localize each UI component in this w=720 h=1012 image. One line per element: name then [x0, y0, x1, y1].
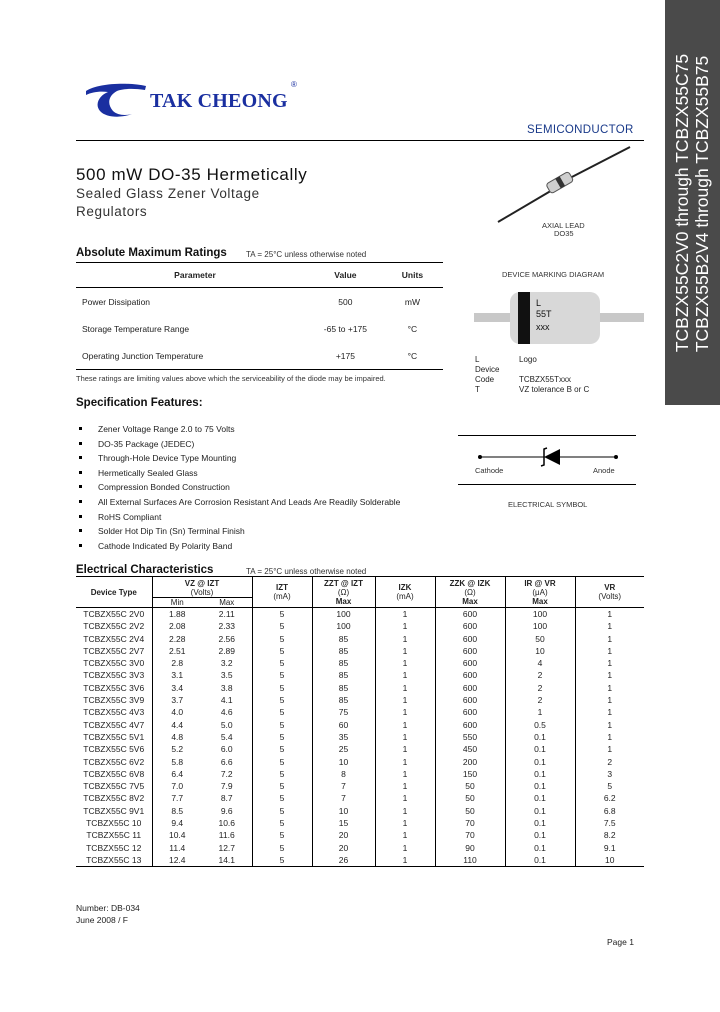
table-cell: 4.4 — [152, 719, 202, 731]
table-row — [76, 620, 644, 632]
table-cell: 10.4 — [152, 829, 202, 841]
table-cell: 5 — [252, 829, 312, 841]
table-row: Operating Junction Temperature +175 °C — [76, 342, 443, 370]
table-cell: 1 — [375, 743, 435, 755]
table-cell: 90 — [435, 842, 505, 854]
table-cell: 0.1 — [505, 780, 575, 792]
page-subtitle-1: Sealed Glass Zener Voltage — [76, 186, 260, 201]
document-number: Number: DB-034 — [76, 903, 140, 913]
list-item: Cathode Indicated By Polarity Band — [77, 539, 400, 554]
marking-diagram-title: DEVICE MARKING DIAGRAM — [502, 270, 605, 279]
table-row — [76, 768, 644, 780]
table-cell: 1 — [375, 829, 435, 841]
table-row — [76, 657, 644, 669]
table-cell: 75 — [312, 706, 375, 718]
table-cell: 5 — [252, 706, 312, 718]
table-cell: 1 — [575, 669, 644, 681]
table-cell: TCBZX55C 10 — [86, 818, 142, 829]
table-cell: 10 — [575, 854, 644, 867]
table-cell: 8.7 — [220, 793, 233, 804]
list-item: Compression Bonded Construction — [77, 480, 400, 495]
table-cell: 11.6 — [218, 830, 235, 841]
table-cell: 2 — [505, 682, 575, 694]
table-cell: 1 — [575, 719, 644, 731]
table-row — [76, 694, 644, 706]
col-zzk: ZZK @ IZK (Ω) Max — [435, 577, 505, 608]
table-cell: 600 — [435, 645, 505, 657]
table-cell: 600 — [435, 706, 505, 718]
table-cell: TCBZX55C 13 — [76, 854, 152, 867]
table-cell: 10 — [505, 645, 575, 657]
table-cell: 1 — [375, 620, 435, 632]
ec-heading: Electrical Characteristics — [76, 564, 214, 576]
table-cell: 26 — [312, 854, 375, 867]
table-cell: TCBZX55C 11 — [86, 830, 142, 841]
col-izt: IZT (mA) — [252, 577, 312, 608]
table-row — [76, 805, 644, 817]
table-row — [76, 817, 644, 829]
table-cell: 1 — [575, 706, 644, 718]
table-cell: 1 — [375, 633, 435, 645]
table-row — [76, 731, 644, 743]
table-row: Storage Temperature Range -65 to +175 °C — [82, 323, 418, 334]
header-rule — [76, 140, 644, 141]
table-cell: 7.9 — [220, 781, 233, 792]
table-cell: 3.2 — [220, 658, 233, 669]
marking-line-logo: L — [536, 298, 542, 308]
table-cell: 5 — [252, 805, 312, 817]
document-date: June 2008 / F — [76, 915, 128, 925]
table-cell: TCBZX55C 4V7 — [83, 719, 145, 730]
table-cell: 5 — [252, 645, 312, 657]
col-value: Value — [309, 263, 382, 288]
table-cell: 10 — [312, 805, 375, 817]
table-cell: 10.6 — [218, 818, 236, 829]
table-cell: 3.7 — [152, 694, 202, 706]
table-cell: 1 — [375, 682, 435, 694]
table-row — [76, 669, 644, 681]
division-label: SEMICONDUCTOR — [527, 124, 634, 136]
registered-mark: ® — [291, 80, 297, 89]
table-cell: 2 — [505, 694, 575, 706]
table-cell: 5 — [252, 842, 312, 854]
part-range-c: TCBZX55C2V0 through TCBZX55C75 — [672, 53, 692, 353]
table-cell: 2.28 — [152, 633, 202, 645]
table-cell: 2 — [505, 669, 575, 681]
table-cell: 6.8 — [575, 805, 644, 817]
table-cell: 5 — [575, 780, 644, 792]
table-cell: 450 — [435, 743, 505, 755]
table-row — [76, 792, 644, 804]
company-logo — [84, 82, 148, 118]
table-cell: 8.2 — [575, 829, 644, 841]
table-row — [76, 854, 644, 867]
marking-line-xxx: xxx — [536, 322, 550, 332]
table-row — [76, 842, 644, 854]
table-cell: 2.89 — [218, 645, 236, 656]
table-cell: 5 — [252, 719, 312, 731]
col-device-type: Device Type — [76, 577, 152, 608]
table-cell: 1 — [575, 633, 644, 645]
table-cell: 1 — [375, 731, 435, 743]
amr-note: These ratings are limiting values above which the serviceability of the diode may be impaired. — [76, 374, 386, 383]
table-cell: 5 — [252, 608, 312, 621]
table-cell: 5 — [252, 817, 312, 829]
table-cell: 5.8 — [152, 756, 202, 768]
table-cell: 2.56 — [218, 633, 236, 644]
table-row — [76, 719, 644, 731]
table-cell: TCBZX55C 12 — [86, 842, 142, 853]
table-cell: 11.4 — [152, 842, 202, 854]
list-item: RoHS Compliant — [77, 510, 400, 525]
table-cell: 1 — [375, 706, 435, 718]
table-cell: 50 — [435, 792, 505, 804]
list-item: All External Surfaces Are Corrosion Resistant And Leads Are Readily Solderable — [77, 495, 400, 510]
table-cell: 5.0 — [220, 719, 233, 730]
table-cell: 0.1 — [505, 842, 575, 854]
table-cell: 1 — [575, 682, 644, 694]
table-cell: 5 — [252, 731, 312, 743]
symbol-caption: ELECTRICAL SYMBOL — [508, 500, 588, 509]
table-cell: 600 — [435, 669, 505, 681]
table-cell: 9.4 — [152, 817, 202, 829]
table-cell: TCBZX55C 6V8 — [83, 768, 145, 779]
table-cell: 2.33 — [218, 621, 236, 632]
table-cell: TCBZX55C 3V3 — [83, 670, 145, 681]
absolute-max-table — [76, 262, 443, 370]
table-cell: 150 — [435, 768, 505, 780]
table-cell: 5 — [252, 682, 312, 694]
table-cell: 600 — [435, 620, 505, 632]
legend-row: L Logo — [475, 355, 537, 364]
table-cell: TCBZX55C 7V5 — [83, 781, 145, 792]
table-cell: 5 — [252, 620, 312, 632]
brand-name: TAK CHEONG — [150, 90, 288, 112]
table-cell: 0.1 — [505, 854, 575, 867]
table-cell: 1 — [375, 768, 435, 780]
table-cell: 6.0 — [220, 744, 233, 755]
table-cell: 0.1 — [505, 792, 575, 804]
table-cell: 4.6 — [220, 707, 233, 718]
table-cell: 5 — [252, 743, 312, 755]
table-cell: 1 — [375, 608, 435, 621]
table-cell: 12.7 — [218, 842, 236, 853]
table-cell: TCBZX55C 2V4 — [83, 633, 145, 644]
marking-diagram-body — [474, 290, 644, 346]
table-row — [76, 633, 644, 645]
table-cell: 600 — [435, 682, 505, 694]
table-cell: TCBZX55C 3V9 — [83, 695, 145, 706]
table-cell: 1 — [575, 657, 644, 669]
col-vz-max: Max — [202, 598, 252, 608]
table-cell: 2.51 — [152, 645, 202, 657]
table-cell: 12.4 — [152, 854, 202, 867]
table-cell: 5 — [252, 756, 312, 768]
table-cell: 4 — [505, 657, 575, 669]
table-cell: TCBZX55C 5V1 — [83, 731, 145, 742]
table-cell: 1 — [505, 706, 575, 718]
table-cell: 0.1 — [505, 756, 575, 768]
marking-legend — [475, 355, 589, 395]
table-cell: 9.1 — [575, 842, 644, 854]
col-ir: IR @ VR (μA) Max — [505, 577, 575, 608]
table-cell: 9.6 — [220, 805, 233, 816]
table-cell: 1 — [375, 792, 435, 804]
amr-condition: TA = 25°C unless otherwise noted — [246, 250, 367, 259]
table-cell: 7.0 — [152, 780, 202, 792]
table-cell: 7.2 — [220, 768, 233, 779]
col-vz-min: Min — [152, 598, 202, 608]
table-cell: TCBZX55C 2V7 — [83, 645, 145, 656]
table-cell: 0.1 — [505, 768, 575, 780]
part-range-sidebar — [665, 0, 720, 405]
col-vz: VZ @ IZT (Volts) — [152, 577, 252, 598]
table-cell: 1 — [575, 743, 644, 755]
package-caption-1: AXIAL LEAD — [542, 221, 585, 230]
table-cell: 8 — [312, 768, 375, 780]
table-row — [76, 682, 644, 694]
table-cell: 5 — [252, 669, 312, 681]
table-cell: 85 — [312, 694, 375, 706]
table-cell: 5 — [252, 657, 312, 669]
table-cell: 0.1 — [505, 817, 575, 829]
table-cell: 1 — [375, 719, 435, 731]
table-cell: 1 — [575, 608, 644, 621]
table-cell: 1 — [375, 756, 435, 768]
table-cell: 600 — [435, 608, 505, 621]
table-cell: 1 — [375, 669, 435, 681]
table-cell: 0.1 — [505, 829, 575, 841]
table-cell: 3.4 — [152, 682, 202, 694]
table-cell: 1 — [375, 694, 435, 706]
table-cell: 100 — [505, 620, 575, 632]
col-parameter: Parameter — [76, 263, 309, 288]
table-cell: 85 — [312, 633, 375, 645]
table-row — [76, 645, 644, 657]
table-cell: 600 — [435, 694, 505, 706]
table-cell: 5 — [252, 633, 312, 645]
zener-diode-symbol — [478, 446, 618, 468]
table-cell: 1 — [375, 805, 435, 817]
table-cell: 70 — [435, 829, 505, 841]
table-cell: 3.5 — [220, 670, 233, 681]
part-range-b: TCBZX55B2V4 through TCBZX55B75 — [692, 55, 712, 353]
table-cell: 25 — [312, 743, 375, 755]
table-row — [76, 756, 644, 768]
table-cell: 4.0 — [152, 706, 202, 718]
table-cell: 600 — [435, 633, 505, 645]
table-cell: 1 — [375, 854, 435, 867]
table-cell: 5 — [252, 780, 312, 792]
table-cell: 60 — [312, 719, 375, 731]
table-cell: 2.08 — [152, 620, 202, 632]
table-row — [76, 829, 644, 841]
table-cell: TCBZX55C 3V0 — [83, 658, 145, 669]
page-number: Page 1 — [607, 937, 634, 947]
table-cell: TCBZX55C 3V6 — [83, 682, 145, 693]
table-cell: 3.8 — [220, 682, 233, 693]
symbol-bottom-rule — [458, 484, 636, 485]
table-cell: 0.1 — [505, 731, 575, 743]
table-cell: 6.4 — [152, 768, 202, 780]
list-item: Hermetically Sealed Glass — [77, 466, 400, 481]
table-cell: 100 — [312, 620, 375, 632]
electrical-characteristics-table — [76, 576, 644, 867]
legend-row: Device Code TCBZX55Txxx — [475, 365, 572, 384]
table-cell: TCBZX55C 5V6 — [83, 744, 145, 755]
table-cell: 8.5 — [152, 805, 202, 817]
axial-lead-package-image — [494, 143, 634, 225]
table-cell: 7 — [312, 792, 375, 804]
marking-line-code: 55T — [536, 309, 552, 319]
col-vr: VR (Volts) — [575, 577, 644, 608]
table-cell: 5 — [252, 694, 312, 706]
page-subtitle-2: Regulators — [76, 204, 148, 219]
table-cell: 15 — [312, 817, 375, 829]
table-cell: 1 — [375, 657, 435, 669]
table-cell: 1 — [375, 645, 435, 657]
anode-label: Anode — [593, 466, 615, 475]
table-cell: 7 — [312, 780, 375, 792]
table-cell: 85 — [312, 682, 375, 694]
table-row — [76, 608, 644, 621]
table-cell: 0.1 — [505, 805, 575, 817]
table-cell: 1 — [575, 645, 644, 657]
table-cell: TCBZX55C 2V2 — [83, 621, 145, 632]
table-cell: 10 — [312, 756, 375, 768]
table-cell: 0.5 — [505, 719, 575, 731]
cathode-label: Cathode — [475, 466, 504, 475]
table-cell: 5 — [252, 768, 312, 780]
table-row — [76, 706, 644, 718]
table-cell: 110 — [435, 854, 505, 867]
table-cell: 600 — [435, 719, 505, 731]
table-cell: 50 — [435, 780, 505, 792]
list-item: Through-Hole Device Type Mounting — [77, 451, 400, 466]
table-cell: 550 — [435, 731, 505, 743]
table-cell: 50 — [435, 805, 505, 817]
table-cell: TCBZX55C 4V3 — [83, 707, 145, 718]
col-izk: IZK (mA) — [375, 577, 435, 608]
table-row — [76, 780, 644, 792]
table-cell: 600 — [435, 657, 505, 669]
table-cell: 100 — [312, 608, 375, 621]
table-cell: 5 — [252, 792, 312, 804]
table-cell: 5 — [252, 854, 312, 867]
table-cell: 14.1 — [202, 854, 252, 867]
table-cell: 2 — [575, 756, 644, 768]
table-cell: 1 — [375, 780, 435, 792]
table-cell: 3.1 — [152, 669, 202, 681]
table-cell: 70 — [435, 817, 505, 829]
table-cell: 2.8 — [152, 657, 202, 669]
table-cell: 4.1 — [220, 695, 233, 706]
table-cell: TCBZX55C 9V1 — [83, 805, 145, 816]
page-title: 500 mW DO-35 Hermetically — [76, 165, 308, 184]
table-cell: 6.2 — [575, 792, 644, 804]
legend-row: T VZ tolerance B or C — [475, 385, 590, 394]
table-cell: TCBZX55C 8V2 — [83, 793, 145, 804]
table-cell: 100 — [505, 608, 575, 621]
table-cell: 20 — [312, 842, 375, 854]
table-cell: 1 — [575, 620, 644, 632]
features-list — [77, 422, 400, 553]
table-cell: 7.5 — [575, 817, 644, 829]
features-heading: Specification Features: — [76, 397, 203, 409]
col-zzt: ZZT @ IZT (Ω) Max — [312, 577, 375, 608]
table-cell: 1.88 — [152, 608, 202, 621]
table-cell: 6.6 — [220, 756, 233, 767]
table-cell: 85 — [312, 645, 375, 657]
table-cell: 1 — [575, 731, 644, 743]
package-caption-2: DO35 — [554, 229, 574, 238]
table-cell: 35 — [312, 731, 375, 743]
amr-heading: Absolute Maximum Ratings — [76, 247, 227, 259]
table-row — [76, 743, 644, 755]
col-units: Units — [382, 263, 443, 288]
table-cell: 4.8 — [152, 731, 202, 743]
table-cell: 200 — [435, 756, 505, 768]
table-cell: 3 — [575, 768, 644, 780]
table-cell: 1 — [375, 842, 435, 854]
table-cell: 85 — [312, 669, 375, 681]
table-cell: 2.11 — [218, 609, 235, 619]
table-cell: 1 — [375, 817, 435, 829]
table-cell: TCBZX55C 2V0 — [83, 609, 145, 619]
ec-condition: TA = 25°C unless otherwise noted — [246, 567, 367, 576]
ec-table-body — [76, 608, 644, 867]
list-item: Solder Hot Dip Tin (Sn) Terminal Finish — [77, 524, 400, 539]
table-cell: 5.2 — [152, 743, 202, 755]
table-cell: 50 — [505, 633, 575, 645]
list-item: Zener Voltage Range 2.0 to 75 Volts — [77, 422, 400, 437]
table-cell: TCBZX55C 6V2 — [83, 756, 145, 767]
list-item: DO-35 Package (JEDEC) — [77, 437, 400, 452]
table-cell: 1 — [575, 694, 644, 706]
symbol-top-rule — [458, 435, 636, 436]
table-cell: 5.4 — [220, 731, 233, 742]
table-cell: 7.7 — [152, 792, 202, 804]
table-cell: 0.1 — [505, 743, 575, 755]
table-cell: 20 — [312, 829, 375, 841]
table-row: Power Dissipation 500 mW — [82, 296, 420, 307]
table-cell: 85 — [312, 657, 375, 669]
